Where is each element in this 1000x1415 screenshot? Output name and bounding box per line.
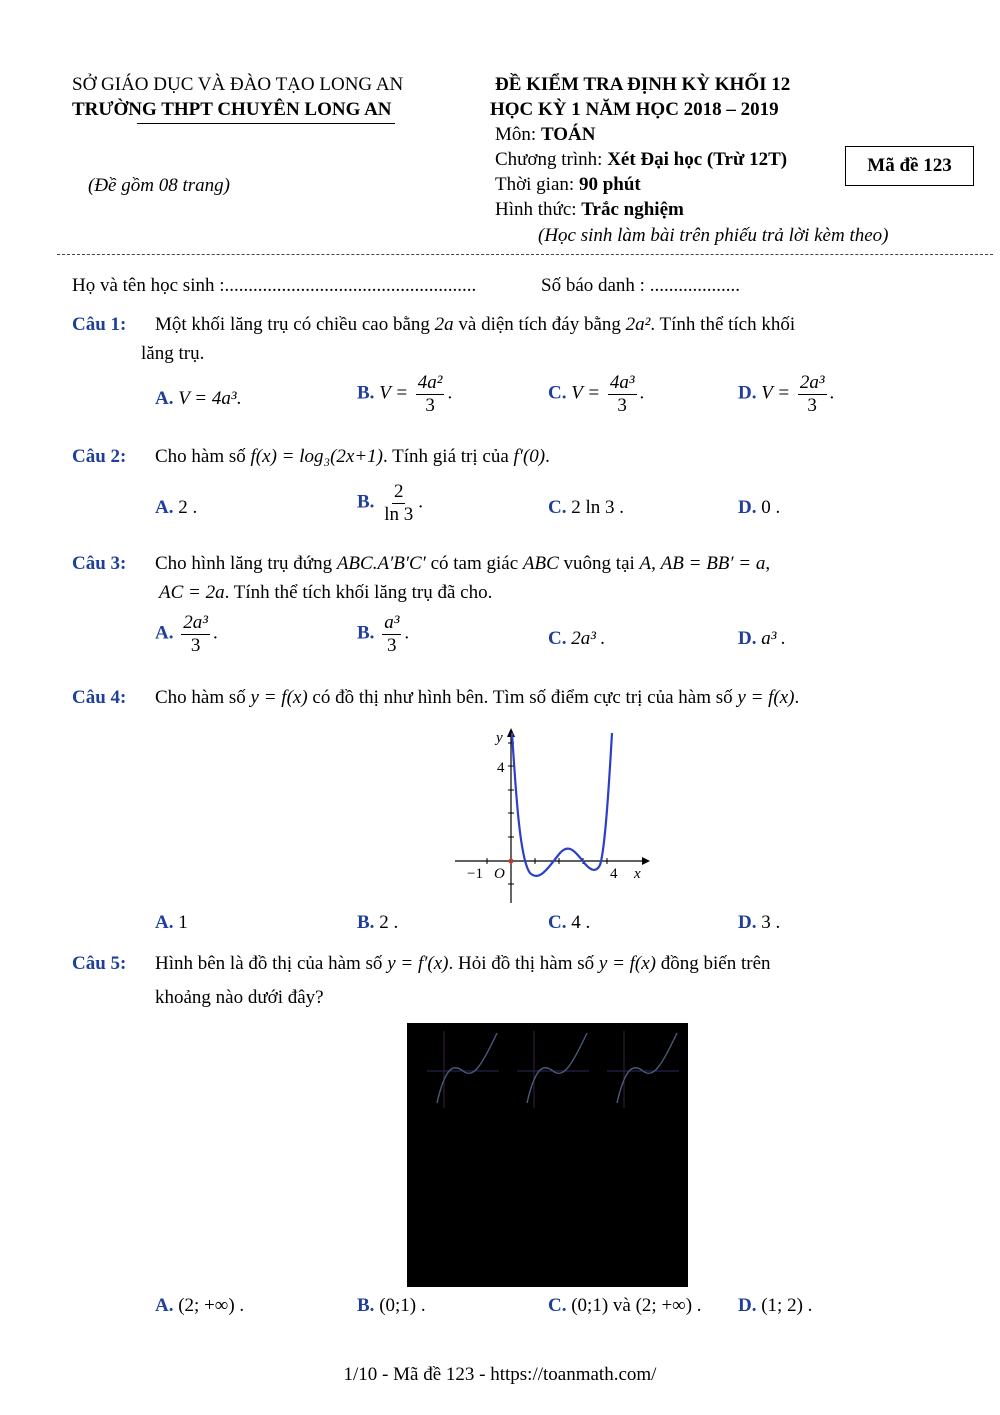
- q3-option-c[interactable]: [548, 628, 605, 650]
- option-letter: A.: [155, 912, 174, 933]
- q2-option-a[interactable]: [155, 497, 197, 519]
- q5-option-c[interactable]: [548, 1295, 702, 1317]
- x-tick-label: 4: [610, 866, 618, 882]
- program-value: Xét Đại học (Trừ 12T): [607, 149, 788, 170]
- time-label: Thời gian:: [495, 174, 579, 195]
- q-text: Cho hàm số: [155, 446, 251, 467]
- q-math: y = f(x): [250, 687, 308, 708]
- q-text: .: [794, 687, 800, 708]
- option-letter: D.: [738, 1295, 757, 1316]
- q1-option-d[interactable]: [738, 372, 834, 417]
- q-math: AC = 2a: [159, 582, 225, 603]
- frac-den: 3: [190, 634, 201, 656]
- subject-value: TOÁN: [540, 124, 596, 145]
- question-label: Câu 4:: [72, 687, 127, 708]
- header-divider: [57, 254, 993, 255]
- student-name-field: Họ và tên học sinh :.....................................................: [72, 275, 477, 296]
- q-text: Cho hàm số: [155, 687, 251, 708]
- derivative-curve: [527, 1033, 587, 1103]
- option-letter: C.: [548, 628, 567, 649]
- option-math: 2 .: [178, 497, 198, 518]
- frac-num: 2a³: [183, 612, 208, 633]
- q4-option-d[interactable]: [738, 912, 780, 934]
- frac-den: 3: [617, 394, 627, 416]
- option-math: 2 .: [379, 912, 399, 933]
- page-footer: 1/10 - Mã đề 123 - https://toanmath.com/: [343, 1364, 657, 1385]
- option-post: .: [639, 382, 645, 404]
- function-curve: [512, 733, 612, 876]
- origin-point: [509, 859, 514, 864]
- q2-option-b[interactable]: [357, 481, 423, 526]
- option-post: .: [212, 622, 218, 644]
- school-underline: [137, 123, 395, 124]
- derivative-graph-image: [407, 1023, 688, 1287]
- option-post: .: [404, 622, 410, 644]
- option-math: V =: [379, 382, 409, 404]
- q-math: f′(0): [513, 446, 546, 467]
- y-axis-arrow-icon: [507, 728, 515, 737]
- question-1: [72, 314, 126, 336]
- origin-label: O: [494, 866, 505, 882]
- fraction: [798, 372, 827, 417]
- time-line: [495, 174, 641, 196]
- question-4: [72, 687, 126, 709]
- q-text: vuông tại: [558, 553, 640, 574]
- y-axis-label: y: [496, 730, 503, 746]
- option-letter: A.: [155, 1295, 174, 1316]
- option-post: .: [447, 382, 453, 404]
- fraction: [382, 481, 415, 526]
- q-math: AB = BB′ = a: [660, 553, 766, 574]
- option-letter: C.: [548, 497, 567, 518]
- question-label: Câu 5:: [72, 953, 127, 974]
- q-text: Một khối lăng trụ có chiều cao bằng: [155, 314, 435, 335]
- q-math: y = f(x): [598, 953, 657, 974]
- time-value: 90 phút: [578, 174, 641, 195]
- option-math: 2a³ .: [571, 628, 606, 649]
- q1-option-b[interactable]: [357, 372, 452, 417]
- q4-option-a[interactable]: [155, 912, 188, 934]
- frac-num: a³: [384, 612, 400, 633]
- question-2: [72, 446, 126, 468]
- question-4-text: [155, 687, 799, 709]
- option-math: V =: [761, 382, 791, 404]
- function-graph: [450, 725, 650, 905]
- frac-num: 4a²: [417, 372, 443, 393]
- option-letter: D.: [738, 382, 757, 404]
- q-math: ABC.A′B′C′: [336, 553, 426, 574]
- frac-den: 3: [425, 394, 435, 416]
- q3-option-b[interactable]: [357, 612, 409, 657]
- frac-num: 4a³: [609, 372, 635, 393]
- q-text: . Hỏi đồ thị hàm số: [448, 953, 599, 974]
- option-post: .: [418, 491, 423, 513]
- question-5-text-line2: khoảng nào dưới đây?: [155, 987, 324, 1008]
- q-math: 2a²: [625, 314, 651, 335]
- question-1-text-line2: lăng trụ.: [141, 343, 205, 364]
- q-text: đồng biến trên: [656, 953, 771, 974]
- derivative-curve: [617, 1033, 677, 1103]
- format-value: Trắc nghiệm: [581, 199, 684, 220]
- q-text: và diện tích đáy bằng: [453, 314, 626, 335]
- option-letter: A.: [155, 497, 174, 518]
- option-post: .: [236, 388, 242, 409]
- pages-note: (Đề gồm 08 trang): [88, 175, 230, 196]
- q-math: 2a: [434, 314, 454, 335]
- subject-line: [495, 124, 596, 146]
- q3-option-d[interactable]: [738, 628, 786, 650]
- student-id-field: Số báo danh : ...................: [541, 275, 740, 296]
- q4-option-b[interactable]: [357, 912, 398, 934]
- question-label: Câu 1:: [72, 314, 127, 335]
- frac-num: 2a³: [799, 372, 825, 393]
- x-axis-arrow-icon: [642, 857, 650, 865]
- option-math: (0;1) và (2; +∞) .: [571, 1295, 702, 1316]
- q1-option-a[interactable]: [155, 388, 241, 410]
- question-5: [72, 953, 126, 975]
- q-math: A: [639, 553, 652, 574]
- q-text: . Tính giá trị của: [383, 446, 514, 467]
- option-letter: A.: [155, 388, 174, 409]
- option-math: 3 .: [761, 912, 781, 933]
- q-text: ,: [651, 553, 661, 574]
- question-label: Câu 2:: [72, 446, 127, 467]
- option-math: 0 .: [761, 497, 781, 518]
- option-letter: D.: [738, 912, 757, 933]
- q5-option-b[interactable]: [357, 1295, 426, 1317]
- frac-num: 2: [393, 481, 404, 502]
- q5-option-d[interactable]: [738, 1295, 812, 1317]
- option-letter: B.: [357, 912, 375, 933]
- option-math: 4 .: [571, 912, 591, 933]
- q-text: . Tính thể tích khối lăng trụ đã cho.: [224, 582, 493, 603]
- frac-den: ln 3: [384, 503, 414, 525]
- subject-label: Môn:: [495, 124, 541, 145]
- option-letter: D.: [738, 628, 757, 649]
- x-tick-label-neg: −1: [467, 866, 483, 882]
- q-math: y = f′(x): [387, 953, 449, 974]
- exam-title: ĐỀ KIỂM TRA ĐỊNH KỲ KHỐI 12: [495, 74, 791, 95]
- option-math: 1: [178, 912, 188, 933]
- option-math: 2 ln 3 .: [571, 497, 625, 518]
- option-letter: D.: [738, 497, 757, 518]
- q5-option-a[interactable]: [155, 1295, 244, 1317]
- option-letter: B.: [357, 491, 375, 513]
- option-math: V =: [571, 382, 601, 404]
- option-math: a³ .: [761, 628, 786, 649]
- format-label: Hình thức:: [495, 199, 582, 220]
- x-axis-label: x: [634, 866, 641, 882]
- program-line: [495, 149, 787, 171]
- option-letter: C.: [548, 382, 567, 404]
- frac-den: 3: [387, 634, 397, 656]
- question-2-text: [155, 446, 550, 468]
- q-text: có tam giác: [425, 553, 523, 574]
- q3-option-a[interactable]: [155, 612, 218, 657]
- q-text: Hình bên là đồ thị của hàm số: [155, 953, 388, 974]
- q-text: có đồ thị như hình bên. Tìm số điểm cực trị của hàm số: [307, 687, 738, 708]
- fraction: [416, 372, 445, 417]
- q-text: .: [545, 446, 550, 467]
- q-text: ,: [765, 553, 771, 574]
- fraction: [608, 372, 637, 417]
- q2-option-c[interactable]: [548, 497, 624, 519]
- q-math: f(x) = log₃(2x+1): [250, 446, 384, 467]
- q-math: y = f(x): [737, 687, 795, 708]
- question-label: Câu 3:: [72, 553, 127, 574]
- option-letter: C.: [548, 912, 567, 933]
- option-letter: B.: [357, 382, 375, 404]
- derivative-curve: [437, 1033, 497, 1103]
- option-letter: B.: [357, 622, 375, 644]
- exam-term: HỌC KỲ 1 NĂM HỌC 2018 – 2019: [490, 99, 779, 120]
- school-name: TRƯỜNG THPT CHUYÊN LONG AN: [72, 99, 392, 120]
- y-tick-label: 4: [497, 760, 505, 776]
- option-math: V = 4a³: [178, 388, 237, 409]
- q-math: ABC: [522, 553, 559, 574]
- department-name: SỞ GIÁO DỤC VÀ ĐÀO TẠO LONG AN: [72, 74, 404, 95]
- option-letter: A.: [155, 622, 174, 644]
- question-3: [72, 553, 126, 575]
- q-text: . Tính thể tích khối: [650, 314, 796, 335]
- question-3-text: [155, 553, 941, 575]
- instruction: (Học sinh làm bài trên phiếu trả lời kèm theo): [538, 225, 889, 246]
- fraction: [181, 612, 210, 657]
- option-math: (1; 2) .: [761, 1295, 813, 1316]
- q4-option-c[interactable]: [548, 912, 590, 934]
- question-5-text: [155, 953, 941, 975]
- option-math: (0;1) .: [379, 1295, 426, 1316]
- q-text: Cho hình lăng trụ đứng: [155, 553, 337, 574]
- option-letter: C.: [548, 1295, 567, 1316]
- exam-code-box: Mã đề 123: [845, 146, 974, 186]
- program-label: Chương trình:: [495, 149, 608, 170]
- q2-option-d[interactable]: [738, 497, 780, 519]
- question-1-text: [155, 314, 941, 336]
- frac-den: 3: [807, 394, 817, 416]
- option-letter: B.: [357, 1295, 375, 1316]
- option-post: .: [829, 382, 835, 404]
- option-math: (2; +∞) .: [178, 1295, 245, 1316]
- derivative-graph: [407, 1023, 688, 1287]
- fraction: [382, 612, 401, 657]
- q1-option-c[interactable]: [548, 372, 644, 417]
- question-3-text-line2: [159, 582, 492, 604]
- format-line: [495, 199, 684, 221]
